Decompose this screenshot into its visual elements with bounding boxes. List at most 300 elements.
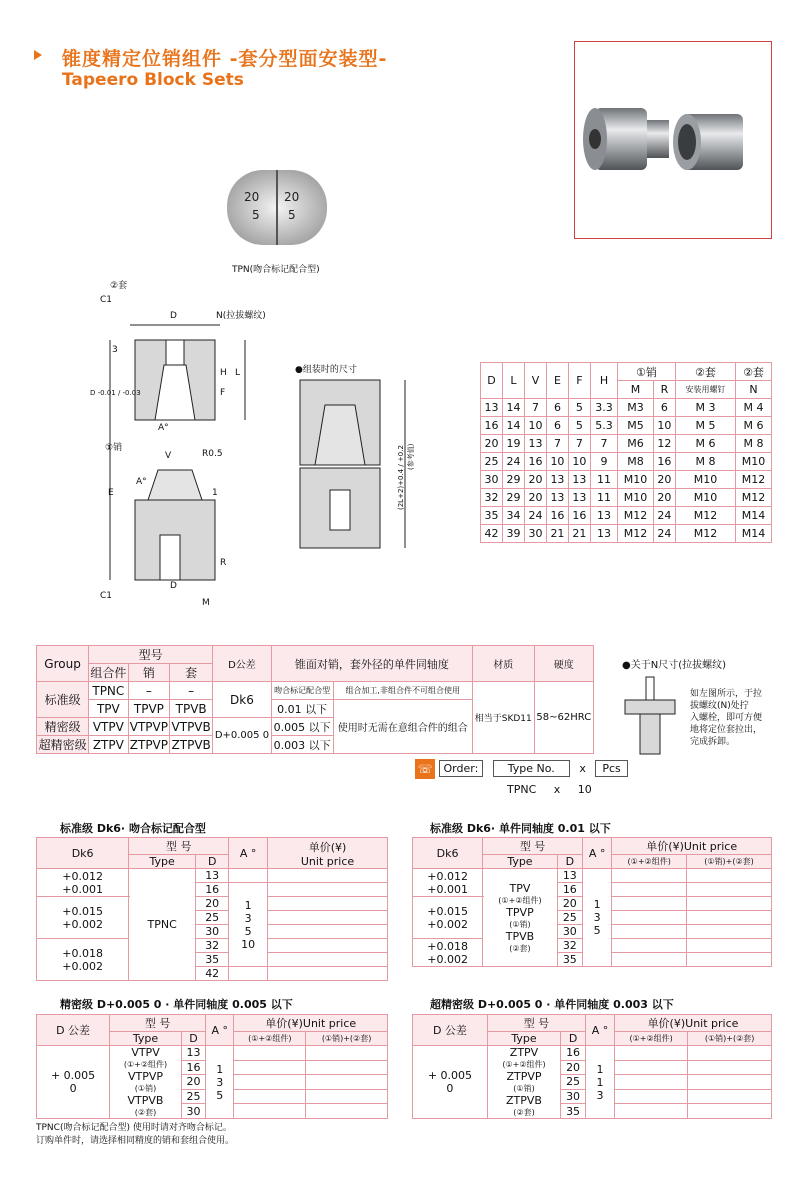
price3-price-cell[interactable] (234, 1060, 306, 1075)
price1-d-cell: 13 (196, 869, 229, 883)
pin-c1-label: C1 (100, 591, 113, 601)
dim-cell: 10 (568, 453, 590, 471)
price2-price-cell[interactable] (686, 953, 771, 967)
col-sleeve-n: ②套 (736, 363, 772, 381)
dim-cell: M12 (736, 471, 772, 489)
dim-cell: 24 (524, 507, 546, 525)
dim-cell: 5.3 (590, 417, 617, 435)
dim-cell: M 8 (675, 453, 735, 471)
price1-d-cell: 35 (196, 953, 229, 967)
price2-price-cell[interactable] (686, 911, 771, 925)
price3-price-cell[interactable] (306, 1046, 388, 1061)
hardness-cell: 58~62HRC (534, 682, 593, 754)
price3-price-cell[interactable] (306, 1089, 388, 1104)
price3-price-cell[interactable] (234, 1046, 306, 1061)
product-photo-icon (575, 42, 771, 238)
a-value: 1 (593, 898, 601, 911)
price2-tol (413, 939, 483, 967)
col-sleeve: ②套 (675, 363, 735, 381)
dim-cell: 30 (481, 471, 503, 489)
price1-d-cell: 30 (196, 925, 229, 939)
dim-cell: 30 (524, 525, 546, 543)
price1-d-cell: 20 (196, 897, 229, 911)
col-d: D (481, 363, 503, 399)
type-line: TPVP (506, 905, 534, 919)
dim-cell: 34 (502, 507, 524, 525)
price2-price-cell[interactable] (612, 939, 687, 953)
col-v: V (524, 363, 546, 399)
dim-cell: 24 (653, 525, 675, 543)
price3-c1: (①+②组件) (234, 1032, 306, 1046)
price2-d-cell: 32 (557, 939, 582, 953)
price4-price-cell[interactable] (688, 1060, 772, 1075)
spec-table (36, 645, 594, 754)
dim-cell: M14 (736, 525, 772, 543)
price1-d: D (196, 855, 229, 869)
tol-lower: +0.001 (427, 882, 468, 896)
dim-cell: 14 (502, 399, 524, 417)
price2-tol (413, 869, 483, 897)
v-label: V (165, 451, 172, 461)
price1-d-cell: 42 (196, 967, 229, 981)
dim-cell: M6 (618, 435, 654, 453)
dim-cell: M8 (618, 453, 654, 471)
coax-1-cell: 0.01 以下 (271, 700, 333, 718)
price2-price-cell[interactable] (612, 897, 687, 911)
dial-label-left-5: 5 (252, 208, 260, 222)
price3-d-cell: 16 (181, 1060, 205, 1075)
price4-type: Type (487, 1032, 560, 1046)
dimension-table (480, 362, 772, 543)
coax-3-cell: 0.003 以下 (271, 736, 333, 754)
type-line: TPV (509, 881, 531, 895)
tol-upper: +0.012 (427, 869, 468, 883)
price3-price: 单价(¥)Unit price (234, 1015, 388, 1032)
dim-cell: M12 (736, 489, 772, 507)
dim-cell: 19 (502, 435, 524, 453)
model-header: 型号 (89, 646, 213, 664)
price2-price-cell[interactable] (686, 883, 771, 897)
pin-cell: VTPVP (129, 719, 168, 734)
assembled-label: ●组装时的尺寸 (295, 365, 357, 375)
dim-row (481, 507, 772, 525)
n-note-line: 完成拆卸。 (690, 737, 736, 747)
dim-cell: 13 (568, 489, 590, 507)
a-value: 3 (596, 1088, 604, 1102)
pin-cell: – (128, 682, 170, 700)
dim-cell: M 8 (736, 435, 772, 453)
price1-row (37, 869, 388, 883)
dim-cell: 5 (568, 399, 590, 417)
price3-price-cell[interactable] (234, 1104, 306, 1119)
price1-dk6: Dk6 (37, 838, 129, 869)
type-line: (①+②组件) (498, 895, 542, 905)
type-line: ZTPV (509, 1046, 539, 1059)
tol-upper: +0.018 (427, 939, 468, 953)
price1-type: Type (129, 855, 196, 869)
price3-title: 精密级 D+0.005 0 · 单件同轴度 0.005 以下 (60, 998, 293, 1011)
a-value: 1 (596, 1075, 604, 1089)
price2-d-cell: 13 (557, 869, 582, 883)
sleeve-cell: – (170, 682, 213, 700)
price4-price-cell[interactable] (688, 1089, 772, 1104)
price2-a: A ° (582, 838, 611, 869)
price2-d-cell: 30 (557, 925, 582, 939)
price1-price-cell[interactable] (268, 967, 388, 981)
dim-cell: M12 (618, 525, 654, 543)
dim-cell: 10 (653, 417, 675, 435)
price4-price: 单价(¥)Unit price (615, 1015, 772, 1032)
dim-cell: 25 (481, 453, 503, 471)
tol-lower: +0.002 (427, 952, 468, 966)
tol-upper: + 0.005 (427, 1069, 473, 1082)
order-x: x (579, 762, 586, 775)
price4-a-cell (585, 1046, 614, 1119)
combo-cell: ZTPV (89, 736, 128, 754)
price2-tol (413, 897, 483, 939)
price2-type: Type (483, 855, 558, 869)
n-note-line: 地将定位套拉出， (690, 725, 763, 735)
a-value: 1 (596, 1062, 604, 1076)
price1-a-cell (229, 883, 268, 967)
price1-tol (37, 939, 129, 981)
price1-table (36, 837, 388, 981)
dim-cell: M 6 (675, 435, 735, 453)
tpn-caption: TPN(吻合标记配合型) (232, 265, 320, 275)
dim-cell: 16 (524, 453, 546, 471)
ref-label: (参考值) (407, 443, 415, 470)
price4-table (412, 1014, 772, 1119)
mark-fit-cell: 吻合标记配合型 (271, 682, 333, 700)
dim-cell: 6 (546, 399, 568, 417)
price3-model: 型 号 (110, 1015, 206, 1032)
combo-cell: VTPV (89, 718, 128, 736)
price3-tol (37, 1046, 110, 1119)
price3-c2: (①销)+(②套) (306, 1032, 388, 1046)
n-note-title: ●关于N尺寸(拉拔螺纹) (622, 660, 727, 671)
price1-unit: Unit price (300, 854, 355, 868)
price2-model: 型 号 (483, 838, 583, 855)
price2-row (413, 869, 772, 883)
price4-price-cell[interactable] (688, 1046, 772, 1061)
price3-a-cell (206, 1046, 234, 1119)
tol-upper: +0.012 (62, 869, 103, 883)
price3-price-cell[interactable] (306, 1104, 388, 1119)
dk6-cell: Dk6 (213, 682, 272, 718)
dim-cell: 16 (653, 453, 675, 471)
col-bolt: 安装用螺钉 (675, 381, 735, 399)
price1-d-cell: 32 (196, 939, 229, 953)
tol-lower: 0 (69, 1082, 77, 1095)
dim-cell: M 3 (675, 399, 735, 417)
price1-price-cell[interactable] (268, 883, 388, 897)
price1-tol (37, 897, 129, 939)
no-combo-cell: 使用时无需在意组合件的组合 (333, 700, 472, 754)
type-line: ZTPVP (506, 1070, 542, 1083)
type-line: (①销) (134, 1084, 157, 1093)
sleeve-label: ②套 (110, 281, 128, 291)
price2-c2: (①销)+(②套) (686, 855, 771, 869)
price1-d-cell: 25 (196, 911, 229, 925)
price4-model: 型 号 (487, 1015, 585, 1032)
price1-title: 标准级 Dk6· 吻合标记配合型 (60, 822, 206, 835)
order-type-no: Type No. (493, 760, 570, 777)
price3-price-cell[interactable] (234, 1089, 306, 1104)
price3-dtol: D 公差 (37, 1015, 110, 1046)
dim-row (481, 489, 772, 507)
pin-a-label: A° (136, 477, 147, 487)
dim-cell: M10 (736, 453, 772, 471)
dim-cell: 21 (568, 525, 590, 543)
dim-cell: M5 (618, 417, 654, 435)
pin-header: 销 (128, 664, 170, 682)
page-title: 锥度精定位销组件 -套分型面安装型- (62, 48, 388, 70)
price2-price-cell[interactable] (612, 953, 687, 967)
footnotes (36, 1120, 234, 1146)
order-example-x: x (553, 783, 561, 796)
a-value: 1 (216, 1062, 224, 1076)
hardness-header: 硬度 (534, 646, 593, 682)
type-line: (①销) (513, 1084, 535, 1093)
dim-row (481, 417, 772, 435)
price2-price: 单价(¥)Unit price (612, 838, 772, 855)
price1-price-cell[interactable] (268, 869, 388, 883)
col-n: N (736, 381, 772, 399)
combo-cell: TPV (89, 700, 128, 718)
price2-d-cell: 16 (557, 883, 582, 897)
price4-price-cell[interactable] (615, 1075, 688, 1090)
type-line: (①+②组件) (502, 1060, 546, 1069)
dim-cell: 11 (590, 471, 617, 489)
sleeve-cell: TPVB (170, 700, 213, 718)
m-label: M (202, 598, 210, 608)
a-value: 1 (244, 898, 252, 912)
dial-label-left: 20 (244, 190, 260, 204)
dial-label-right: 20 (284, 190, 300, 204)
a-value: 3 (593, 911, 601, 924)
price2-d-cell: 20 (557, 897, 582, 911)
a-value: 5 (216, 1088, 224, 1102)
price3-price-cell[interactable] (306, 1075, 388, 1090)
dim-cell: 20 (653, 489, 675, 507)
price4-price-cell[interactable] (688, 1104, 772, 1119)
a-value: 3 (216, 1075, 224, 1089)
price1-row (37, 939, 388, 953)
dim-cell: 7 (546, 435, 568, 453)
price2-title: 标准级 Dk6· 单件同轴度 0.01 以下 (430, 822, 611, 835)
price3-table (36, 1014, 388, 1119)
dim-cell: 13 (590, 507, 617, 525)
type-line: (②套) (134, 1108, 157, 1117)
combo-header: 组合件 (89, 664, 128, 682)
tol-upper: + 0.005 (50, 1069, 96, 1082)
price4-title: 超精密级 D+0.005 0 · 单件同轴度 0.003 以下 (430, 998, 674, 1011)
price3-d-cell: 25 (181, 1089, 205, 1104)
price1-price-cell[interactable] (268, 953, 388, 967)
dim-cell: 7 (568, 435, 590, 453)
price4-tol (413, 1046, 488, 1119)
coax-header: 锥面对销，套外径的单件同轴度 (271, 646, 472, 682)
price2-price-cell[interactable] (612, 911, 687, 925)
a-value: 3 (244, 911, 252, 925)
order-pcs: Pcs (595, 760, 627, 777)
product-photo (574, 41, 772, 239)
order-label: Order: (439, 760, 484, 777)
price4-price-cell[interactable] (615, 1089, 688, 1104)
price2-price-cell[interactable] (612, 925, 687, 939)
price2-c1: (①+②组件) (612, 855, 687, 869)
dim-row (481, 435, 772, 453)
price2-price-cell[interactable] (612, 869, 687, 883)
tpn-mark-drawing (222, 165, 332, 260)
price4-d-cell: 35 (561, 1104, 586, 1119)
price1-a-empty (229, 967, 268, 981)
dim-cell: 14 (502, 417, 524, 435)
price1-price-cell[interactable] (268, 911, 388, 925)
tol-upper: +0.015 (62, 904, 103, 918)
dim-cell: 21 (546, 525, 568, 543)
price4-dtol: D 公差 (413, 1015, 488, 1046)
price1-price-cell[interactable] (268, 897, 388, 911)
price2-price-cell[interactable] (612, 883, 687, 897)
dim-cell: 20 (524, 489, 546, 507)
combo-note-cell: 组合加工,非组合件不可组合使用 (333, 682, 472, 700)
type-line: TPVB (505, 929, 535, 943)
n-note-line: 入螺栓，即可方便 (690, 713, 763, 723)
price2-price-cell[interactable] (686, 925, 771, 939)
r-label: R (220, 558, 227, 568)
price3-d-cell: 30 (181, 1104, 205, 1119)
col-l: L (502, 363, 524, 399)
price1-price-cell[interactable] (268, 925, 388, 939)
dim-cell: 16 (481, 417, 503, 435)
dim-cell: 16 (546, 507, 568, 525)
dim-cell: M12 (618, 507, 654, 525)
dim-cell: 7 (524, 399, 546, 417)
dim-cell: 11 (590, 489, 617, 507)
tol-lower: 0 (446, 1082, 454, 1095)
a-label: A° (158, 423, 169, 433)
dim-cell: 16 (568, 507, 590, 525)
price4-price-cell[interactable] (615, 1046, 688, 1061)
type-line: VTPV (131, 1046, 160, 1059)
price1-model: 型 号 (129, 838, 229, 855)
type-line: ZTPVB (506, 1094, 542, 1107)
price1-row (37, 897, 388, 911)
dim-cell: M 6 (736, 417, 772, 435)
dim-cell: M10 (675, 489, 735, 507)
price2-price-cell[interactable] (686, 897, 771, 911)
price1-price-cell[interactable] (268, 939, 388, 953)
dim-cell: 6 (653, 399, 675, 417)
pin-cell: ZTPVP (129, 737, 168, 752)
col-pin: ①销 (618, 363, 676, 381)
d-label: D (170, 311, 177, 321)
dim-cell: 32 (481, 489, 503, 507)
a-value: 5 (244, 924, 252, 938)
dim-cell: 24 (653, 507, 675, 525)
dim-cell: M10 (675, 471, 735, 489)
dim-cell: M10 (618, 489, 654, 507)
col-f: F (568, 363, 590, 399)
col-r: R (653, 381, 675, 399)
dim-cell: 5 (568, 417, 590, 435)
price4-d-cell: 25 (561, 1075, 586, 1090)
price2-dk6: Dk6 (413, 838, 483, 869)
price4-c1: (①+②组件) (615, 1032, 688, 1046)
dim-cell: 3.3 (590, 399, 617, 417)
r05-label: R0.5 (202, 449, 223, 459)
n-note-drawing (620, 672, 680, 764)
price3-row (37, 1046, 388, 1061)
f-label: F (220, 388, 226, 398)
dim-cell: 13 (568, 471, 590, 489)
group-ultra: 超精密级 (37, 736, 89, 754)
dim-cell: 12 (653, 435, 675, 453)
price3-price-cell[interactable] (306, 1060, 388, 1075)
price4-price-cell[interactable] (615, 1060, 688, 1075)
dim-cell: M12 (675, 507, 735, 525)
type-line: (②套) (513, 1108, 535, 1117)
dim-cell: 13 (546, 489, 568, 507)
price2-a-cell (582, 869, 611, 967)
combo-cell: TPNC (89, 682, 128, 700)
footnote: TPNC(吻合标记配合型) 使用时请对齐吻合标记。 (36, 1123, 232, 1133)
type-line: VTPVP (127, 1070, 164, 1083)
price1-a: A ° (229, 838, 268, 869)
type-line: (①+②组件) (123, 1060, 168, 1069)
dim-row (481, 399, 772, 417)
price4-c2: (①销)+(②套) (688, 1032, 772, 1046)
price4-d: D (561, 1032, 586, 1046)
material-cell: 相当于SKD11 (472, 682, 534, 754)
price3-d-cell: 13 (181, 1046, 205, 1061)
type-line: (①销) (509, 919, 531, 929)
price2-price-cell[interactable] (686, 939, 771, 953)
dim-cell: 6 (546, 417, 568, 435)
dim-cell: 39 (502, 525, 524, 543)
group-precision: 精密级 (37, 718, 89, 736)
price2-table (412, 837, 772, 967)
dplus-cell: D+0.005 0 (213, 718, 272, 754)
c1-label: C1 (100, 295, 113, 305)
three-label: 3 (112, 345, 118, 355)
price1-price: 单价(¥) (308, 840, 347, 854)
coax-2-cell: 0.005 以下 (271, 718, 333, 736)
price4-price-cell[interactable] (615, 1104, 688, 1119)
price2-price-cell[interactable] (686, 869, 771, 883)
price1-type-val: TPNC (129, 869, 196, 981)
l-label: L (235, 368, 241, 378)
a-value: 5 (593, 924, 601, 937)
price3-type-val (110, 1046, 182, 1119)
price2-d-cell: 25 (557, 911, 582, 925)
price3-price-cell[interactable] (234, 1075, 306, 1090)
dim-cell: 13 (590, 525, 617, 543)
price1-tol (37, 869, 129, 897)
dim-cell: M 4 (736, 399, 772, 417)
price4-d-cell: 20 (561, 1060, 586, 1075)
col-m: M (618, 381, 654, 399)
sleeve-header: 套 (170, 664, 213, 682)
dim-cell: 20 (653, 471, 675, 489)
material-header: 材质 (472, 646, 534, 682)
price4-price-cell[interactable] (688, 1075, 772, 1090)
dim-cell: M 5 (675, 417, 735, 435)
n-note-text (690, 688, 780, 748)
dim-row (481, 471, 772, 489)
dim-cell: 29 (502, 471, 524, 489)
